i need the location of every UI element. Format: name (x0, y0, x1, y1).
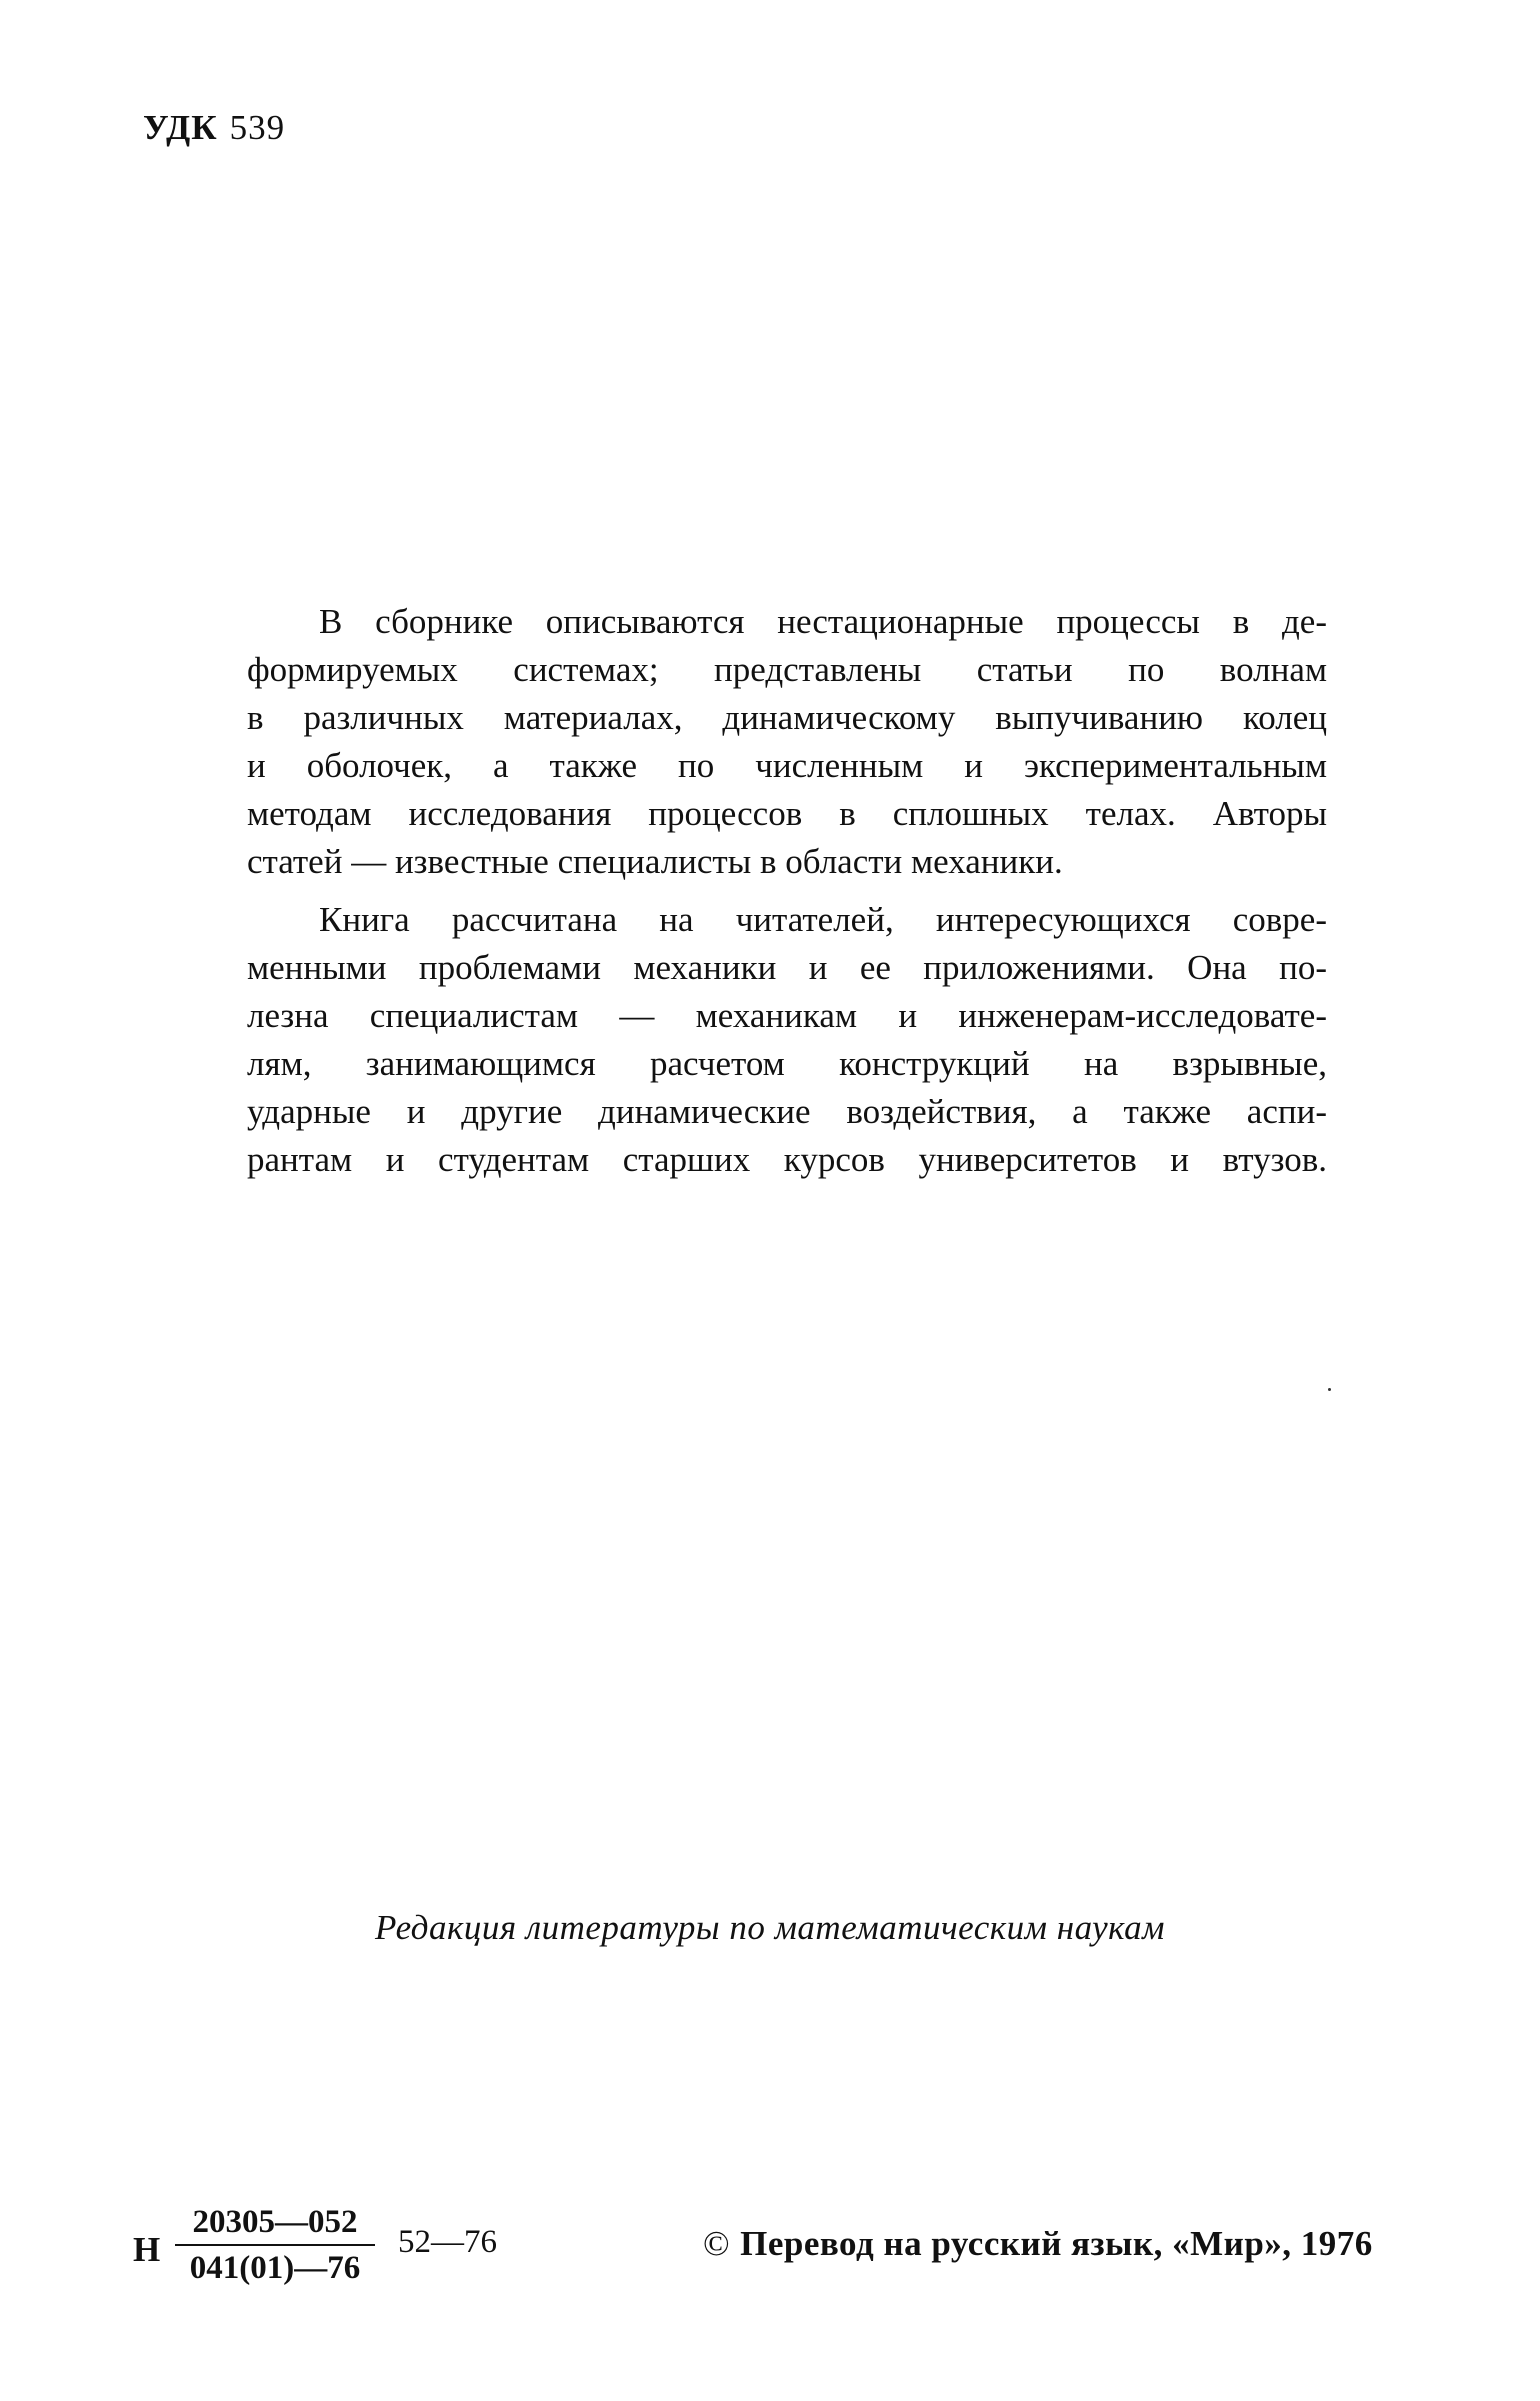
catalog-suffix: 52—76 (398, 2224, 497, 2260)
text-line: В сборнике описываются нестационарные процессы в де- (319, 602, 1327, 641)
editorial-note: Редакция литературы по математическим наукам (374, 1908, 1166, 1947)
udc-number: 539 (229, 108, 286, 147)
udc-line (143, 108, 285, 148)
text-line: и оболочек, а также по численным и экспериментальным (247, 746, 1327, 785)
abstract-paragraph-2 (247, 896, 1327, 1184)
copyright-icon: © (703, 2224, 731, 2263)
text-line: Книга рассчитана на читателей, интересующихся совре- (319, 900, 1327, 939)
abstract-paragraph-1 (247, 598, 1327, 886)
print-speck (1328, 1388, 1331, 1391)
text-line: лям, занимающимся расчетом конструкций на взрывные, (247, 1044, 1327, 1083)
text-line: формируемых системах; представлены статьи по волнам (247, 650, 1327, 689)
udc-label: УДК (143, 108, 218, 147)
copyright-line (703, 2224, 1373, 2264)
text-line: статей — известные специалисты в области механики. (247, 842, 1063, 881)
text-line: рантам и студентам старших курсов университетов и втузов. (247, 1140, 1327, 1179)
copyright-text: Перевод на русский язык, «Мир», 1976 (740, 2224, 1373, 2263)
text-line: лезна специалистам — механикам и инженерам-исследовате- (247, 996, 1327, 1035)
text-line: методам исследования процессов в сплошных телах. Авторы (247, 794, 1327, 833)
catalog-numerator: 20305—052 (192, 2204, 358, 2240)
catalog-denominator: 041(01)—76 (189, 2250, 361, 2286)
fraction-bar (175, 2244, 375, 2246)
catalog-fraction (175, 2202, 375, 2288)
abstract (247, 598, 1327, 1184)
text-line: ударные и другие динамические воздействия, а также аспи- (247, 1092, 1327, 1131)
catalog-letter: Н (133, 2230, 161, 2269)
text-line: в различных материалах, динамическому выпучиванию колец (247, 698, 1327, 737)
text-line: менными проблемами механики и ее приложениями. Она по- (247, 948, 1327, 987)
